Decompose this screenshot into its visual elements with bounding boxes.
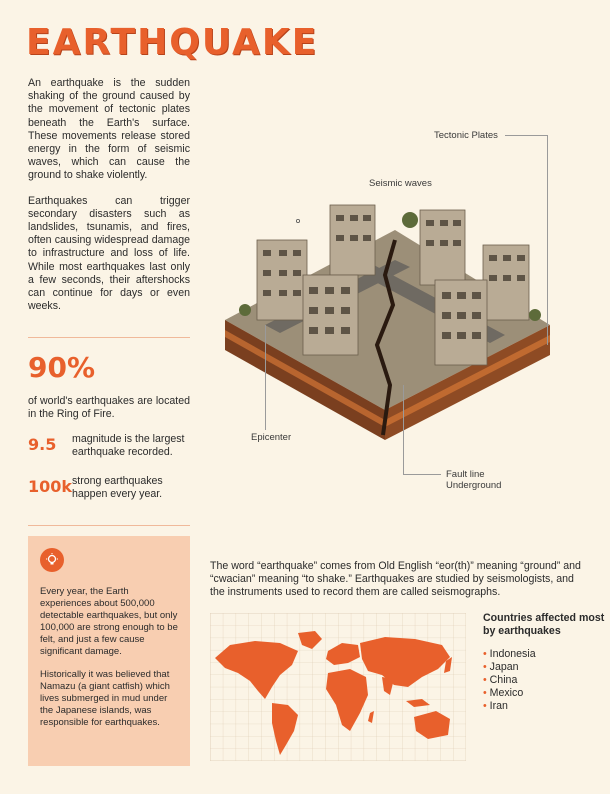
earthquake-illustration xyxy=(205,195,565,460)
countries-list xyxy=(483,648,536,713)
list-item: • Japan xyxy=(483,661,536,674)
yearly-value: 100k xyxy=(28,477,73,496)
divider xyxy=(28,525,190,526)
label-seismic-waves: Seismic waves xyxy=(369,178,432,189)
list-item: • Mexico xyxy=(483,687,536,700)
list-item: • China xyxy=(483,674,536,687)
divider xyxy=(28,337,190,338)
label-tectonic-plates: Tectonic Plates xyxy=(434,130,498,141)
world-map xyxy=(210,613,466,761)
magnitude-value: 9.5 xyxy=(28,435,57,454)
ring-of-fire-stat: 90% xyxy=(28,351,96,384)
label-fault-line-2: Underground xyxy=(446,480,502,491)
facts-callout xyxy=(28,536,190,766)
list-item: • Indonesia xyxy=(483,648,536,661)
magnitude-stat xyxy=(28,433,193,459)
label-epicenter: Epicenter xyxy=(251,432,292,443)
intro-paragraph-2: Earthquakes can trigger secondary disasters such as landslides, tsunamis, and fires, often causing widespread damage to infrastructure and loss of life. While most earthquakes last only a few seconds, their aftershocks can continue for days or even weeks. xyxy=(28,194,190,313)
label-fault-line-1: Fault line xyxy=(446,469,485,480)
page-title: EARTHQUAKE xyxy=(26,22,319,63)
yearly-stat xyxy=(28,475,193,501)
etymology-text: The word “earthquake” comes from Old English “eor(th)” meaning “ground” and “cwacian” meaning “to shake.” Earthquakes are studied by seismologists, and the instruments used to record them are called seismographs. xyxy=(210,560,581,598)
list-item: • Iran xyxy=(483,700,536,713)
ring-of-fire-desc: of world's earthquakes are located in the Ring of Fire. xyxy=(28,395,190,420)
lightbulb-icon xyxy=(40,548,64,572)
yearly-desc: strong earthquakes happen every year. xyxy=(72,475,163,500)
countries-title: Countries affected most by earthquakes xyxy=(483,612,605,637)
intro-text xyxy=(28,77,190,313)
label-fault-line xyxy=(446,469,501,491)
callout-paragraph-1: Every year, the Earth experiences about 500,000 detectable earthquakes, but only 100,000 are strong enough to be felt, and just a few cause significant damage. xyxy=(40,586,178,657)
intro-paragraph-1: An earthquake is the sudden shaking of the ground caused by the movement of tectonic plates beneath the Earth's surface. These movements release stored energy in the form of seismic waves, which can cause the ground to shake violently. xyxy=(28,77,190,182)
magnitude-desc: magnitude is the largest earthquake recorded. xyxy=(72,433,185,458)
callout-paragraph-2: Historically it was believed that Namazu (a giant catfish) which lives submerged in mud under the Japanese islands, was responsible for earthquakes. xyxy=(40,669,170,728)
